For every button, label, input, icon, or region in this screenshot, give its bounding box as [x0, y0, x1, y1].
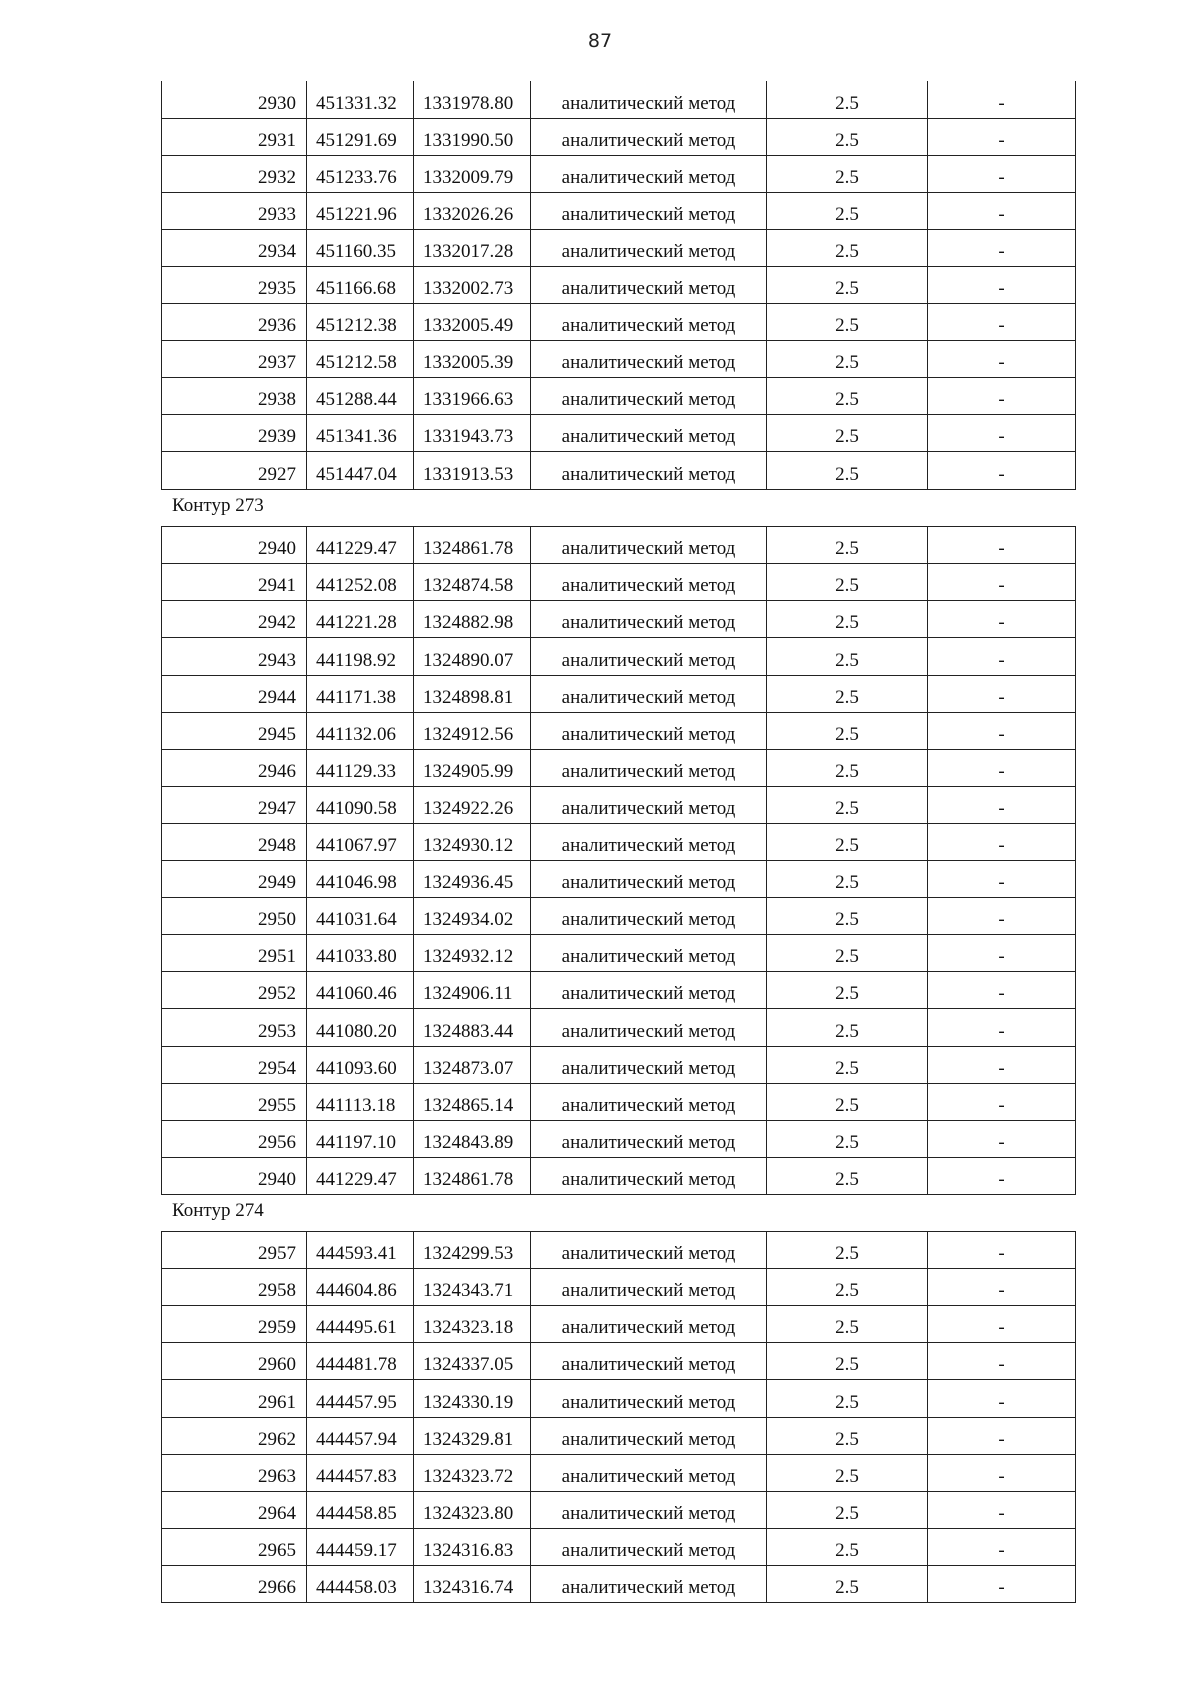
point-number: 2956	[162, 1120, 307, 1157]
y-coordinate: 1324898.81	[414, 675, 531, 712]
y-coordinate: 1324934.02	[414, 898, 531, 935]
point-number: 2948	[162, 823, 307, 860]
method-cell: аналитический метод	[531, 564, 767, 601]
table-row	[162, 341, 1076, 378]
accuracy-cell: 2.5	[767, 564, 928, 601]
accuracy-cell: 2.5	[767, 341, 928, 378]
description-cell: -	[928, 601, 1076, 638]
method-cell: аналитический метод	[531, 1083, 767, 1120]
table-row	[162, 564, 1076, 601]
point-number: 2930	[162, 81, 307, 118]
y-coordinate: 1324329.81	[414, 1417, 531, 1454]
y-coordinate: 1324323.80	[414, 1491, 531, 1528]
description-cell: -	[928, 1454, 1076, 1491]
coordinates-table	[161, 526, 1076, 1195]
x-coordinate: 444495.61	[307, 1306, 414, 1343]
x-coordinate: 441129.33	[307, 749, 414, 786]
x-coordinate: 444458.85	[307, 1491, 414, 1528]
y-coordinate: 1324912.56	[414, 712, 531, 749]
method-cell: аналитический метод	[531, 1454, 767, 1491]
table-row	[162, 1232, 1076, 1269]
table-row	[162, 1380, 1076, 1417]
point-number: 2952	[162, 972, 307, 1009]
point-number: 2951	[162, 935, 307, 972]
method-cell: аналитический метод	[531, 1009, 767, 1046]
accuracy-cell: 2.5	[767, 192, 928, 229]
x-coordinate: 441229.47	[307, 527, 414, 564]
description-cell: -	[928, 527, 1076, 564]
point-number: 2933	[162, 192, 307, 229]
method-cell: аналитический метод	[531, 786, 767, 823]
table-row	[162, 1528, 1076, 1565]
table-row	[162, 415, 1076, 452]
method-cell: аналитический метод	[531, 1565, 767, 1602]
x-coordinate: 444604.86	[307, 1269, 414, 1306]
accuracy-cell: 2.5	[767, 266, 928, 303]
table-row	[162, 192, 1076, 229]
table-row	[162, 675, 1076, 712]
x-coordinate: 441046.98	[307, 861, 414, 898]
y-coordinate: 1324316.83	[414, 1528, 531, 1565]
accuracy-cell: 2.5	[767, 1120, 928, 1157]
accuracy-cell: 2.5	[767, 675, 928, 712]
method-cell: аналитический метод	[531, 155, 767, 192]
y-coordinate: 1331978.80	[414, 81, 531, 118]
y-coordinate: 1332002.73	[414, 266, 531, 303]
x-coordinate: 451212.58	[307, 341, 414, 378]
accuracy-cell: 2.5	[767, 1528, 928, 1565]
point-number: 2935	[162, 266, 307, 303]
description-cell: -	[928, 155, 1076, 192]
accuracy-cell: 2.5	[767, 378, 928, 415]
y-coordinate: 1324905.99	[414, 749, 531, 786]
y-coordinate: 1324316.74	[414, 1565, 531, 1602]
method-cell: аналитический метод	[531, 638, 767, 675]
method-cell: аналитический метод	[531, 1380, 767, 1417]
y-coordinate: 1324874.58	[414, 564, 531, 601]
method-cell: аналитический метод	[531, 1120, 767, 1157]
accuracy-cell: 2.5	[767, 1343, 928, 1380]
table-row	[162, 378, 1076, 415]
x-coordinate: 441221.28	[307, 601, 414, 638]
contour-label: Контур 273	[172, 495, 264, 517]
coordinates-table	[161, 81, 1076, 490]
table-row	[162, 1009, 1076, 1046]
point-number: 2937	[162, 341, 307, 378]
table-row	[162, 823, 1076, 860]
x-coordinate: 451288.44	[307, 378, 414, 415]
x-coordinate: 441067.97	[307, 823, 414, 860]
y-coordinate: 1324922.26	[414, 786, 531, 823]
method-cell: аналитический метод	[531, 1046, 767, 1083]
method-cell: аналитический метод	[531, 972, 767, 1009]
description-cell: -	[928, 861, 1076, 898]
method-cell: аналитический метод	[531, 675, 767, 712]
point-number: 2955	[162, 1083, 307, 1120]
accuracy-cell: 2.5	[767, 861, 928, 898]
description-cell: -	[928, 118, 1076, 155]
description-cell: -	[928, 229, 1076, 266]
method-cell: аналитический метод	[531, 118, 767, 155]
x-coordinate: 444481.78	[307, 1343, 414, 1380]
description-cell: -	[928, 415, 1076, 452]
y-coordinate: 1324861.78	[414, 1157, 531, 1194]
point-number: 2963	[162, 1454, 307, 1491]
description-cell: -	[928, 1528, 1076, 1565]
accuracy-cell: 2.5	[767, 1046, 928, 1083]
accuracy-cell: 2.5	[767, 1232, 928, 1269]
point-number: 2944	[162, 675, 307, 712]
x-coordinate: 451447.04	[307, 452, 414, 489]
point-number: 2943	[162, 638, 307, 675]
description-cell: -	[928, 266, 1076, 303]
accuracy-cell: 2.5	[767, 823, 928, 860]
description-cell: -	[928, 1232, 1076, 1269]
description-cell: -	[928, 564, 1076, 601]
x-coordinate: 444457.83	[307, 1454, 414, 1491]
accuracy-cell: 2.5	[767, 972, 928, 1009]
y-coordinate: 1332005.49	[414, 304, 531, 341]
method-cell: аналитический метод	[531, 823, 767, 860]
description-cell: -	[928, 81, 1076, 118]
x-coordinate: 444457.94	[307, 1417, 414, 1454]
description-cell: -	[928, 452, 1076, 489]
accuracy-cell: 2.5	[767, 415, 928, 452]
y-coordinate: 1331990.50	[414, 118, 531, 155]
y-coordinate: 1332026.26	[414, 192, 531, 229]
point-number: 2946	[162, 749, 307, 786]
table-row	[162, 1491, 1076, 1528]
x-coordinate: 441198.92	[307, 638, 414, 675]
point-number: 2958	[162, 1269, 307, 1306]
point-number: 2950	[162, 898, 307, 935]
x-coordinate: 444457.95	[307, 1380, 414, 1417]
accuracy-cell: 2.5	[767, 1417, 928, 1454]
accuracy-cell: 2.5	[767, 118, 928, 155]
point-number: 2936	[162, 304, 307, 341]
y-coordinate: 1324873.07	[414, 1046, 531, 1083]
accuracy-cell: 2.5	[767, 229, 928, 266]
table-row	[162, 527, 1076, 564]
description-cell: -	[928, 1046, 1076, 1083]
x-coordinate: 441033.80	[307, 935, 414, 972]
y-coordinate: 1331943.73	[414, 415, 531, 452]
y-coordinate: 1324906.11	[414, 972, 531, 1009]
description-cell: -	[928, 1565, 1076, 1602]
method-cell: аналитический метод	[531, 527, 767, 564]
y-coordinate: 1331966.63	[414, 378, 531, 415]
method-cell: аналитический метод	[531, 266, 767, 303]
description-cell: -	[928, 1417, 1076, 1454]
description-cell: -	[928, 1120, 1076, 1157]
description-cell: -	[928, 1083, 1076, 1120]
table-row	[162, 266, 1076, 303]
x-coordinate: 444593.41	[307, 1232, 414, 1269]
point-number: 2938	[162, 378, 307, 415]
method-cell: аналитический метод	[531, 1417, 767, 1454]
table-row	[162, 304, 1076, 341]
table-row	[162, 1269, 1076, 1306]
point-number: 2960	[162, 1343, 307, 1380]
y-coordinate: 1332017.28	[414, 229, 531, 266]
method-cell: аналитический метод	[531, 601, 767, 638]
method-cell: аналитический метод	[531, 452, 767, 489]
description-cell: -	[928, 1269, 1076, 1306]
point-number: 2927	[162, 452, 307, 489]
table-row	[162, 638, 1076, 675]
accuracy-cell: 2.5	[767, 601, 928, 638]
x-coordinate: 451291.69	[307, 118, 414, 155]
method-cell: аналитический метод	[531, 341, 767, 378]
point-number: 2962	[162, 1417, 307, 1454]
y-coordinate: 1324930.12	[414, 823, 531, 860]
x-coordinate: 451166.68	[307, 266, 414, 303]
accuracy-cell: 2.5	[767, 1380, 928, 1417]
y-coordinate: 1332005.39	[414, 341, 531, 378]
page-number: 87	[587, 30, 613, 52]
method-cell: аналитический метод	[531, 861, 767, 898]
y-coordinate: 1324323.18	[414, 1306, 531, 1343]
point-number: 2939	[162, 415, 307, 452]
point-number: 2954	[162, 1046, 307, 1083]
method-cell: аналитический метод	[531, 1306, 767, 1343]
accuracy-cell: 2.5	[767, 1306, 928, 1343]
coordinates-table	[161, 1231, 1076, 1603]
accuracy-cell: 2.5	[767, 1009, 928, 1046]
point-number: 2932	[162, 155, 307, 192]
y-coordinate: 1324861.78	[414, 527, 531, 564]
method-cell: аналитический метод	[531, 1269, 767, 1306]
x-coordinate: 441060.46	[307, 972, 414, 1009]
table-row	[162, 1046, 1076, 1083]
x-coordinate: 451160.35	[307, 229, 414, 266]
accuracy-cell: 2.5	[767, 1269, 928, 1306]
x-coordinate: 441252.08	[307, 564, 414, 601]
method-cell: аналитический метод	[531, 1343, 767, 1380]
table-row	[162, 155, 1076, 192]
description-cell: -	[928, 935, 1076, 972]
point-number: 2945	[162, 712, 307, 749]
contour-label: Контур 274	[172, 1200, 264, 1221]
x-coordinate: 441031.64	[307, 898, 414, 935]
table-row	[162, 898, 1076, 935]
table-row	[162, 972, 1076, 1009]
x-coordinate: 441090.58	[307, 786, 414, 823]
point-number: 2949	[162, 861, 307, 898]
table-row	[162, 452, 1076, 489]
description-cell: -	[928, 675, 1076, 712]
method-cell: аналитический метод	[531, 304, 767, 341]
description-cell: -	[928, 304, 1076, 341]
accuracy-cell: 2.5	[767, 749, 928, 786]
accuracy-cell: 2.5	[767, 935, 928, 972]
description-cell: -	[928, 378, 1076, 415]
point-number: 2964	[162, 1491, 307, 1528]
x-coordinate: 441132.06	[307, 712, 414, 749]
point-number: 2940	[162, 527, 307, 564]
y-coordinate: 1324343.71	[414, 1269, 531, 1306]
description-cell: -	[928, 638, 1076, 675]
point-number: 2947	[162, 786, 307, 823]
description-cell: -	[928, 1380, 1076, 1417]
y-coordinate: 1324330.19	[414, 1380, 531, 1417]
description-cell: -	[928, 786, 1076, 823]
accuracy-cell: 2.5	[767, 1083, 928, 1120]
y-coordinate: 1324323.72	[414, 1454, 531, 1491]
point-number: 2940	[162, 1157, 307, 1194]
accuracy-cell: 2.5	[767, 81, 928, 118]
method-cell: аналитический метод	[531, 1528, 767, 1565]
method-cell: аналитический метод	[531, 1491, 767, 1528]
y-coordinate: 1324932.12	[414, 935, 531, 972]
description-cell: -	[928, 972, 1076, 1009]
point-number: 2965	[162, 1528, 307, 1565]
x-coordinate: 444459.17	[307, 1528, 414, 1565]
table-row	[162, 749, 1076, 786]
table-row	[162, 935, 1076, 972]
description-cell: -	[928, 1343, 1076, 1380]
table-row	[162, 786, 1076, 823]
x-coordinate: 451221.96	[307, 192, 414, 229]
method-cell: аналитический метод	[531, 1232, 767, 1269]
x-coordinate: 451331.32	[307, 81, 414, 118]
description-cell: -	[928, 1157, 1076, 1194]
y-coordinate: 1324883.44	[414, 1009, 531, 1046]
method-cell: аналитический метод	[531, 898, 767, 935]
accuracy-cell: 2.5	[767, 1157, 928, 1194]
method-cell: аналитический метод	[531, 229, 767, 266]
accuracy-cell: 2.5	[767, 898, 928, 935]
table-row	[162, 1157, 1076, 1194]
description-cell: -	[928, 749, 1076, 786]
x-coordinate: 441171.38	[307, 675, 414, 712]
y-coordinate: 1332009.79	[414, 155, 531, 192]
table-row	[162, 712, 1076, 749]
description-cell: -	[928, 341, 1076, 378]
method-cell: аналитический метод	[531, 712, 767, 749]
x-coordinate: 441080.20	[307, 1009, 414, 1046]
y-coordinate: 1324843.89	[414, 1120, 531, 1157]
accuracy-cell: 2.5	[767, 1565, 928, 1602]
method-cell: аналитический метод	[531, 81, 767, 118]
y-coordinate: 1324890.07	[414, 638, 531, 675]
accuracy-cell: 2.5	[767, 304, 928, 341]
x-coordinate: 451341.36	[307, 415, 414, 452]
table-row	[162, 1083, 1076, 1120]
description-cell: -	[928, 898, 1076, 935]
table-row	[162, 601, 1076, 638]
description-cell: -	[928, 823, 1076, 860]
point-number: 2941	[162, 564, 307, 601]
method-cell: аналитический метод	[531, 749, 767, 786]
table-row	[162, 1343, 1076, 1380]
point-number: 2966	[162, 1565, 307, 1602]
table-row	[162, 1417, 1076, 1454]
table-row	[162, 1120, 1076, 1157]
method-cell: аналитический метод	[531, 378, 767, 415]
table-row	[162, 861, 1076, 898]
method-cell: аналитический метод	[531, 415, 767, 452]
x-coordinate: 441197.10	[307, 1120, 414, 1157]
y-coordinate: 1324882.98	[414, 601, 531, 638]
x-coordinate: 441093.60	[307, 1046, 414, 1083]
table-row	[162, 1306, 1076, 1343]
method-cell: аналитический метод	[531, 192, 767, 229]
method-cell: аналитический метод	[531, 935, 767, 972]
description-cell: -	[928, 1306, 1076, 1343]
point-number: 2931	[162, 118, 307, 155]
point-number: 2953	[162, 1009, 307, 1046]
accuracy-cell: 2.5	[767, 712, 928, 749]
point-number: 2942	[162, 601, 307, 638]
accuracy-cell: 2.5	[767, 1454, 928, 1491]
accuracy-cell: 2.5	[767, 527, 928, 564]
description-cell: -	[928, 192, 1076, 229]
point-number: 2959	[162, 1306, 307, 1343]
accuracy-cell: 2.5	[767, 638, 928, 675]
description-cell: -	[928, 1009, 1076, 1046]
point-number: 2934	[162, 229, 307, 266]
y-coordinate: 1324299.53	[414, 1232, 531, 1269]
x-coordinate: 441229.47	[307, 1157, 414, 1194]
description-cell: -	[928, 712, 1076, 749]
x-coordinate: 441113.18	[307, 1083, 414, 1120]
description-cell: -	[928, 1491, 1076, 1528]
accuracy-cell: 2.5	[767, 786, 928, 823]
point-number: 2961	[162, 1380, 307, 1417]
y-coordinate: 1324865.14	[414, 1083, 531, 1120]
accuracy-cell: 2.5	[767, 452, 928, 489]
y-coordinate: 1324337.05	[414, 1343, 531, 1380]
x-coordinate: 451212.38	[307, 304, 414, 341]
point-number: 2957	[162, 1232, 307, 1269]
table-row	[162, 1454, 1076, 1491]
method-cell: аналитический метод	[531, 1157, 767, 1194]
x-coordinate: 444458.03	[307, 1565, 414, 1602]
table-row	[162, 1565, 1076, 1602]
y-coordinate: 1324936.45	[414, 861, 531, 898]
y-coordinate: 1331913.53	[414, 452, 531, 489]
table-row	[162, 118, 1076, 155]
accuracy-cell: 2.5	[767, 1491, 928, 1528]
accuracy-cell: 2.5	[767, 155, 928, 192]
table-row	[162, 81, 1076, 118]
table-row	[162, 229, 1076, 266]
x-coordinate: 451233.76	[307, 155, 414, 192]
